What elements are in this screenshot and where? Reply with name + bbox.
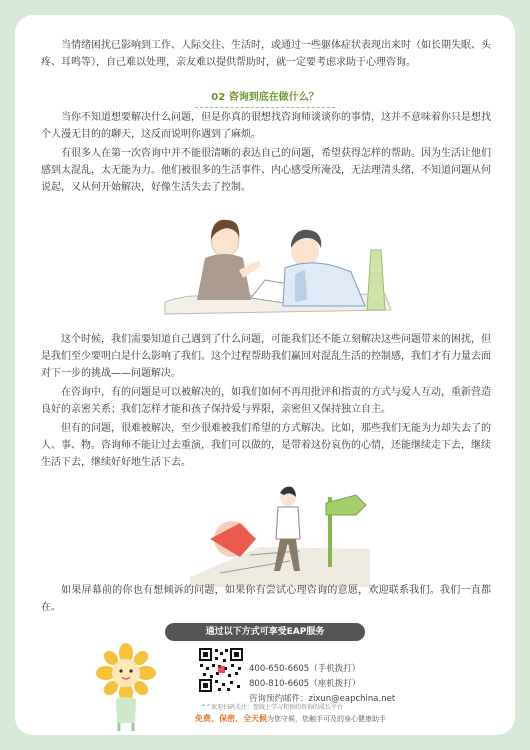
slogan-highlight: 免费、保密、全天候 <box>195 714 267 723</box>
qr-note: ^^欢迎扫码关注：您线上学习和预约咨询的成长平台 <box>201 704 344 711</box>
slogan-rest: 为您守候，您触手可及的身心健康助手 <box>267 715 386 723</box>
eap-service-banner: 通过以下方式可享受EAP服务 <box>165 623 365 641</box>
paragraph-4: 在咨询中，有的问题是可以被解决的，如我们如何不再用批评和指责的方式与爱人互动，重新营造良好的亲密关系；我们怎样才能和孩子保持爱与界限，亲密但又保持独立自主。 <box>41 387 491 415</box>
counseling-illustration <box>155 210 395 328</box>
article-page <box>15 15 515 735</box>
section-heading <box>165 88 365 103</box>
email-label: 咨询预约邮件： <box>249 694 309 704</box>
paragraph-1: 当你不知道想要解决什么问题，但是你真的很想找咨询师谈谈你的事情，这并不意味着你只是想找个人漫无目的的聊天，这反而说明你遇到了麻烦。 <box>41 112 491 140</box>
eap-footer <box>15 621 515 735</box>
email-link[interactable]: zixun@eapchina.net <box>308 694 396 704</box>
heading-rule <box>195 107 335 108</box>
paragraph-2: 有很多人在第一次咨询中并不能很清晰的表达自己的问题，希望获得怎样的帮助。因为生活让他们感到太混乱，太无能为力。他们被很多的生活事件、内心感受所淹没，无法理清头绪，不知道问题从何说起，又从何开始解决，好像生活失去了控制。 <box>41 148 491 193</box>
phone-landline[interactable]: 800-810-6605（座机拨打） <box>249 679 361 689</box>
phone-mobile[interactable]: 400-650-6605（手机拨打） <box>249 664 361 674</box>
walking-on-illustration <box>180 477 380 589</box>
closing-paragraph: 如果屏幕前的你也有想倾诉的问题，如果你有尝试心理咨询的意愿，欢迎联系我们。我们一直都在。 <box>41 585 491 613</box>
service-slogan <box>195 713 386 724</box>
sunflower-mascot-icon <box>91 643 161 733</box>
section-heading-text: 02 咨询到底在做什么？ <box>211 92 319 103</box>
intro-paragraph: 当情绪困扰已影响到工作、人际交往、生活时，或通过一些躯体症状表现出来时（如长期失眠、头疼、耳鸣等），自己难以处理，亲友难以提供帮助时，就一定要考虑求助于心理咨询。 <box>41 40 491 68</box>
qr-code-icon[interactable] <box>198 647 244 693</box>
paragraph-3: 这个时候，我们需要知道自己遇到了什么问题，可能我们还不能立刻解决这些问题带来的困扰，但是我们至少要明白是什么影响了我们。这个过程帮助我们赢回对混乱生活的控制感，我们才有力量去面对下一步的挑战——问题解决。 <box>41 334 491 379</box>
paragraph-5: 但有的问题，很难被解决，至少很难被我们希望的方式解决。比如，那些我们无能为力却失去了的人、事、物。咨询师不能让过去重演，我们可以做的，是带着这份哀伤的心情，还能继续走下去，继续生活下去，继续好好地生活下去。 <box>41 423 491 468</box>
